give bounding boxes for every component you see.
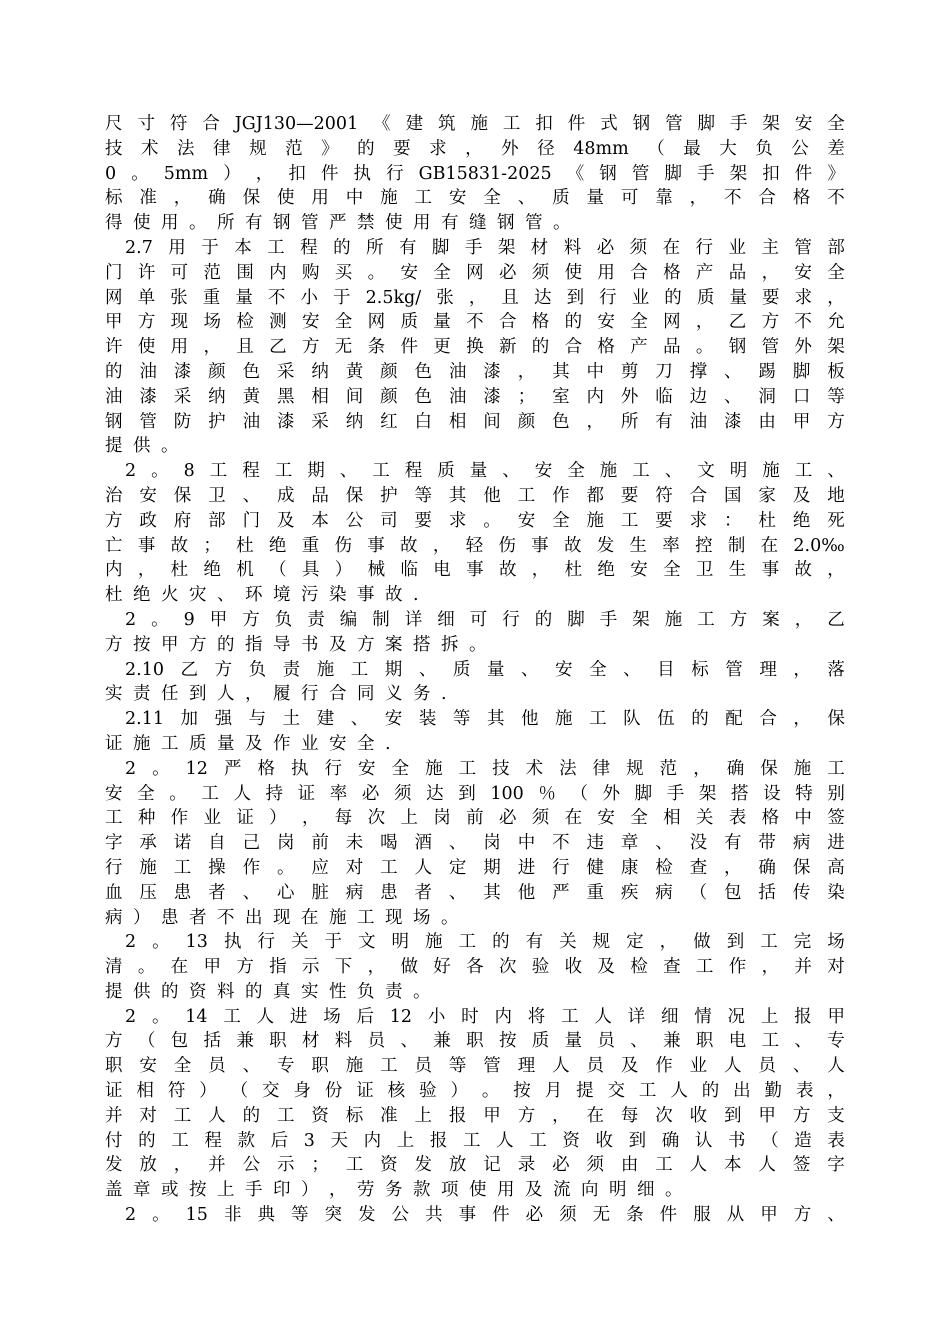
text-line: 方 （ 包 括 兼 职 材 料 员 、 兼 职 按 质 量 员 、 兼 职 电 工 、 专 [105, 1031, 845, 1052]
text-line: 方 政 府 部 门 及 本 公 司 要 求 。 安 全 施 工 要 求 ： 杜 绝 死 [105, 510, 845, 531]
text-line: 盖 章 或 按 上 手 印 ） ， 劳 务 款 项 使 用 及 流 向 明 细 。 [105, 1180, 683, 1201]
text-line: 2 。 8 工 程 工 期 、 工 程 质 量 、 安 全 施 工 、 文 明 施 工 、 [125, 461, 845, 482]
text-line: 并 对 工 人 的 工 资 标 准 上 报 甲 方 ， 在 每 次 收 到 甲 方 支 [105, 1105, 845, 1126]
text-line: 2 。 14 工 人 进 场 后 12 小 时 内 将 工 人 详 细 情 况 上 报 甲 [125, 1006, 845, 1027]
text-line: 油 漆 采 纳 黄 黑 相 间 颜 色 油 漆 ； 室 内 外 临 边 、 洞 口 等 [105, 386, 845, 407]
text-line: 2.7 用 于 本 工 程 的 所 有 脚 手 架 材 料 必 须 在 行 业 主 管 部 [125, 237, 845, 258]
text-line: 亡 事 故 ； 杜 绝 重 伤 事 故 ， 轻 伤 事 故 发 生 率 控 制 在 2.0‰ [105, 535, 845, 556]
text-line: 杜 绝 火 灾 、 环 境 污 染 事 故 . [105, 585, 419, 606]
text-line: 2 。 9 甲 方 负 责 编 制 详 细 可 行 的 脚 手 架 施 工 方 案 ， 乙 [125, 609, 845, 630]
text-line: 2 。 15 非 典 等 突 发 公 共 事 件 必 须 无 条 件 服 从 甲 方 、 [125, 1205, 845, 1226]
text-line: 门 许 可 范 围 内 购 买 。 安 全 网 必 须 使 用 合 格 产 品 ， 安 全 [105, 262, 845, 283]
text-line: 病 ） 患 者 不 出 现 在 施 工 现 场 。 [105, 907, 459, 928]
text-line: 职 安 全 员 、 专 职 施 工 员 等 管 理 人 员 及 作 业 人 员 、 人 [105, 1056, 845, 1077]
text-line: 内 ， 杜 绝 机 （ 具 ） 械 临 电 事 故 ， 杜 绝 安 全 卫 生 事 故 ， [105, 560, 845, 581]
text-line: 甲 方 现 场 检 测 安 全 网 质 量 不 合 格 的 安 全 网 ， 乙 方 不 允 [105, 312, 845, 333]
text-line: 付 的 工 程 款 后 3 天 内 上 报 工 人 工 资 收 到 确 认 书 （ 造 表 [105, 1130, 845, 1151]
text-line: 治 安 保 卫 、 成 品 保 护 等 其 他 工 作 都 要 符 合 国 家 及 地 [105, 485, 845, 506]
text-line: 尺 寸 符 合 JGJ130—2001 《 建 筑 施 工 扣 件 式 钢 管 脚 手 架 安 全 [105, 114, 845, 134]
text-line: 2 。 12 严 格 执 行 安 全 施 工 技 术 法 律 规 范 ， 确 保 施 工 [125, 758, 845, 779]
text-line: 清 。 在 甲 方 指 示 下 ， 做 好 各 次 验 收 及 检 查 工 作 ， 并 对 [105, 957, 845, 978]
text-line: 技 术 法 律 规 范 》 的 要 求 ， 外 径 48mm （ 最 大 负 公 差 [105, 138, 845, 159]
text-line: 0 。 5mm ） ， 扣 件 执 行 GB15831-2025 《 钢 管 脚 手 架 扣 件 》 [105, 163, 845, 184]
text-line: 血 压 患 者 、 心 脏 病 患 者 、 其 他 严 重 疾 病 （ 包 括 传 染 [105, 882, 845, 903]
text-line: 网 单 张 重 量 不 小 于 2.5kg/ 张 ， 且 达 到 行 业 的 质 量 要 求 ， [105, 287, 845, 308]
text-line: 安 全 。 工 人 持 证 率 必 须 达 到 100 ％ （ 外 脚 手 架 搭 设 特 别 [105, 783, 845, 804]
text-line: 发 放 ， 并 公 示 ； 工 资 发 放 记 录 必 须 由 工 人 本 人 签 字 [105, 1155, 845, 1176]
text-line: 提 供 的 资 料 的 真 实 性 负 责 。 [105, 981, 431, 1002]
text-line: 实 责 任 到 人 ， 履 行 合 同 义 务 . [105, 684, 447, 705]
text-line: 2 。 13 执 行 关 于 文 明 施 工 的 有 关 规 定 ， 做 到 工 完 场 [125, 932, 845, 953]
text-line: 2.11 加 强 与 土 建 、 安 装 等 其 他 施 工 队 伍 的 配 合 ， 保 [125, 709, 845, 730]
text-line: 行 施 工 操 作 。 应 对 工 人 定 期 进 行 健 康 检 查 ， 确 保 高 [105, 857, 845, 878]
text-line: 2.10 乙 方 负 责 施 工 期 、 质 量 、 安 全 、 目 标 管 理 ， 落 [125, 659, 845, 680]
text-line: 证 相 符 ） （ 交 身 份 证 核 验 ） 。 按 月 提 交 工 人 的 出 勤 表 ， [105, 1081, 845, 1102]
text-line: 钢 管 防 护 油 漆 采 纳 红 白 相 间 颜 色 ， 所 有 油 漆 由 甲 方 [105, 411, 845, 432]
text-line: 许 使 用 ， 且 乙 方 无 条 件 更 换 新 的 合 格 产 品 。 钢 管 外 架 [105, 337, 845, 358]
document-body [105, 112, 845, 1228]
text-line: 的 油 漆 颜 色 采 纳 黄 颜 色 油 漆 ， 其 中 剪 刀 撑 、 踢 脚 板 [105, 361, 845, 382]
text-line: 证 施 工 质 量 及 作 业 安 全 . [105, 733, 391, 754]
text-line: 标 准 ， 确 保 使 用 中 施 工 安 全 、 质 量 可 靠 ， 不 合 格 不 [105, 188, 845, 209]
text-line: 得 使 用 。 所 有 钢 管 严 禁 使 用 有 缝 钢 管 。 [105, 213, 571, 234]
text-line: 方 按 甲 方 的 指 导 书 及 方 案 搭 拆 。 [105, 634, 487, 655]
text-line: 字 承 诺 自 己 岗 前 未 喝 酒 、 岗 中 不 违 章 、 没 有 带 病 进 [105, 833, 845, 854]
text-line: 提 供 。 [105, 436, 179, 457]
text-line: 工 种 作 业 证 ） ， 每 次 上 岗 前 必 须 在 安 全 相 关 表 格 中 签 [105, 808, 845, 829]
